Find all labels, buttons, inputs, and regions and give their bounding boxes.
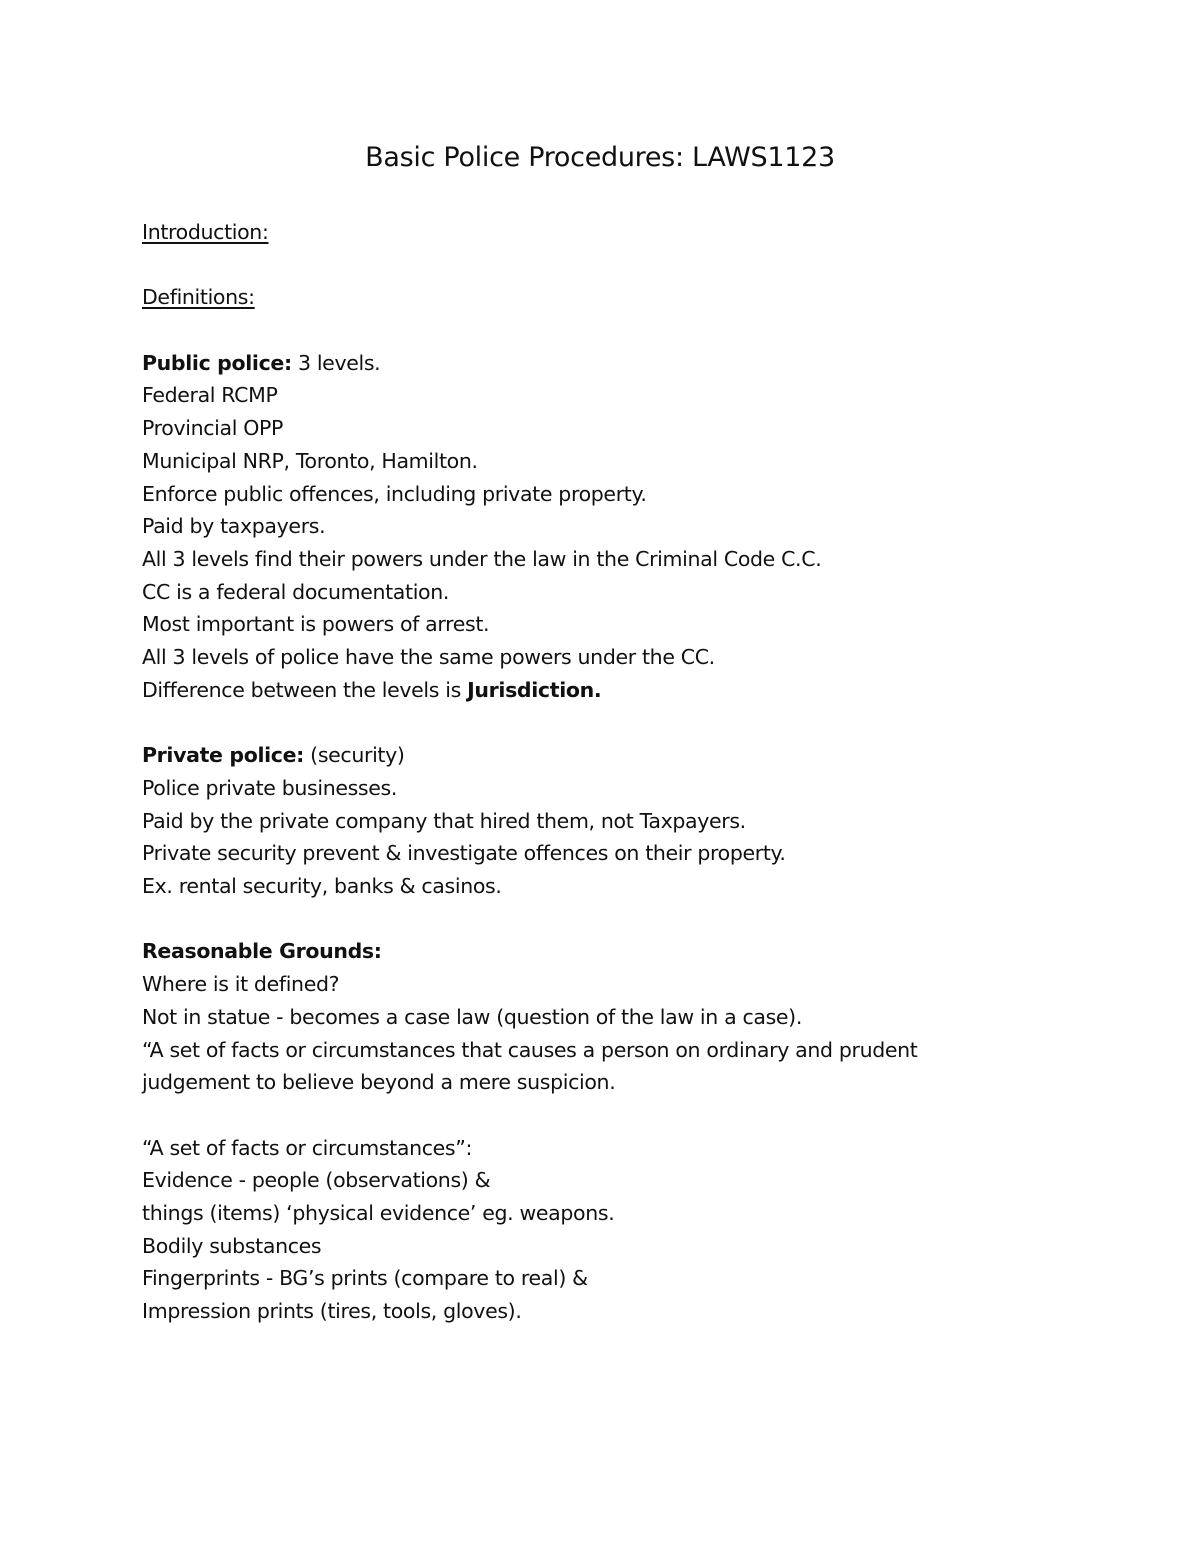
private-police-label: Private police:: [142, 743, 305, 768]
private-police-heading-line: [142, 739, 1002, 772]
reasonable-grounds-line: Where is it defined?: [142, 972, 340, 997]
facts-line: Evidence - people (observations) &: [142, 1168, 491, 1193]
public-police-line: All 3 levels find their powers under the law in the Criminal Code C.C.: [142, 547, 822, 571]
facts-line: Impression prints (tires, tools, gloves).: [142, 1299, 522, 1324]
reasonable-grounds-line: judgement to believe beyond a mere suspicion.: [142, 1070, 616, 1095]
private-police-line: Paid by the private company that hired them, not Taxpayers.: [142, 808, 746, 833]
private-police-line: Private security prevent & investigate offences on their property.: [142, 841, 786, 866]
facts-section: [142, 1132, 1002, 1328]
spacer: [142, 707, 1002, 740]
public-police-label: Public police:: [142, 350, 292, 375]
introduction-heading: Introduction:: [142, 220, 269, 244]
public-police-line: Provincial OPP: [142, 416, 284, 441]
public-police-line: Federal RCMP: [142, 383, 278, 408]
spacer: [142, 249, 1002, 282]
public-police-label-rest: 3 levels.: [291, 350, 381, 375]
jurisdiction-line: [142, 674, 1002, 707]
reasonable-grounds-section: [142, 935, 1002, 1099]
public-police-section: [142, 347, 1002, 707]
jurisdiction-prefix: Difference between the levels is: [142, 677, 468, 702]
definitions-heading: Definitions:: [142, 285, 255, 310]
reasonable-grounds-label: Reasonable Grounds:: [142, 939, 382, 964]
public-police-heading-line: [142, 347, 1002, 380]
facts-line: Bodily substances: [142, 1233, 322, 1258]
reasonable-grounds-heading: [142, 935, 1002, 968]
public-police-line: Paid by taxpayers.: [142, 514, 326, 539]
public-police-line: Municipal NRP, Toronto, Hamilton.: [142, 448, 478, 473]
private-police-label-rest: (security): [304, 743, 405, 768]
spacer: [142, 1099, 1002, 1132]
jurisdiction-term: Jurisdiction.: [467, 677, 602, 702]
private-police-line: Ex. rental security, banks & casinos.: [142, 874, 502, 899]
document-title: Basic Police Procedures: LAWS1123: [365, 142, 835, 173]
reasonable-grounds-line: Not in statue - becomes a case law (question of the law in a case).: [142, 1004, 802, 1029]
private-police-line: Police private businesses.: [142, 775, 398, 800]
public-police-line: CC is a federal documentation.: [142, 579, 450, 604]
spacer: [142, 314, 1002, 347]
facts-line: Fingerprints - BG’s prints (compare to real) &: [142, 1266, 588, 1291]
spacer: [142, 903, 1002, 936]
public-police-line: Enforce public offences, including private property.: [142, 481, 647, 506]
private-police-section: [142, 739, 1002, 903]
facts-line: things (items) ‘physical evidence’ eg. weapons.: [142, 1201, 615, 1226]
document-body: [142, 216, 1002, 1328]
reasonable-grounds-line: “A set of facts or circumstances that causes a person on ordinary and prudent: [142, 1037, 918, 1062]
facts-line: “A set of facts or circumstances”:: [142, 1135, 473, 1160]
public-police-line: Most important is powers of arrest.: [142, 612, 490, 637]
public-police-line: All 3 levels of police have the same powers under the CC.: [142, 645, 715, 670]
